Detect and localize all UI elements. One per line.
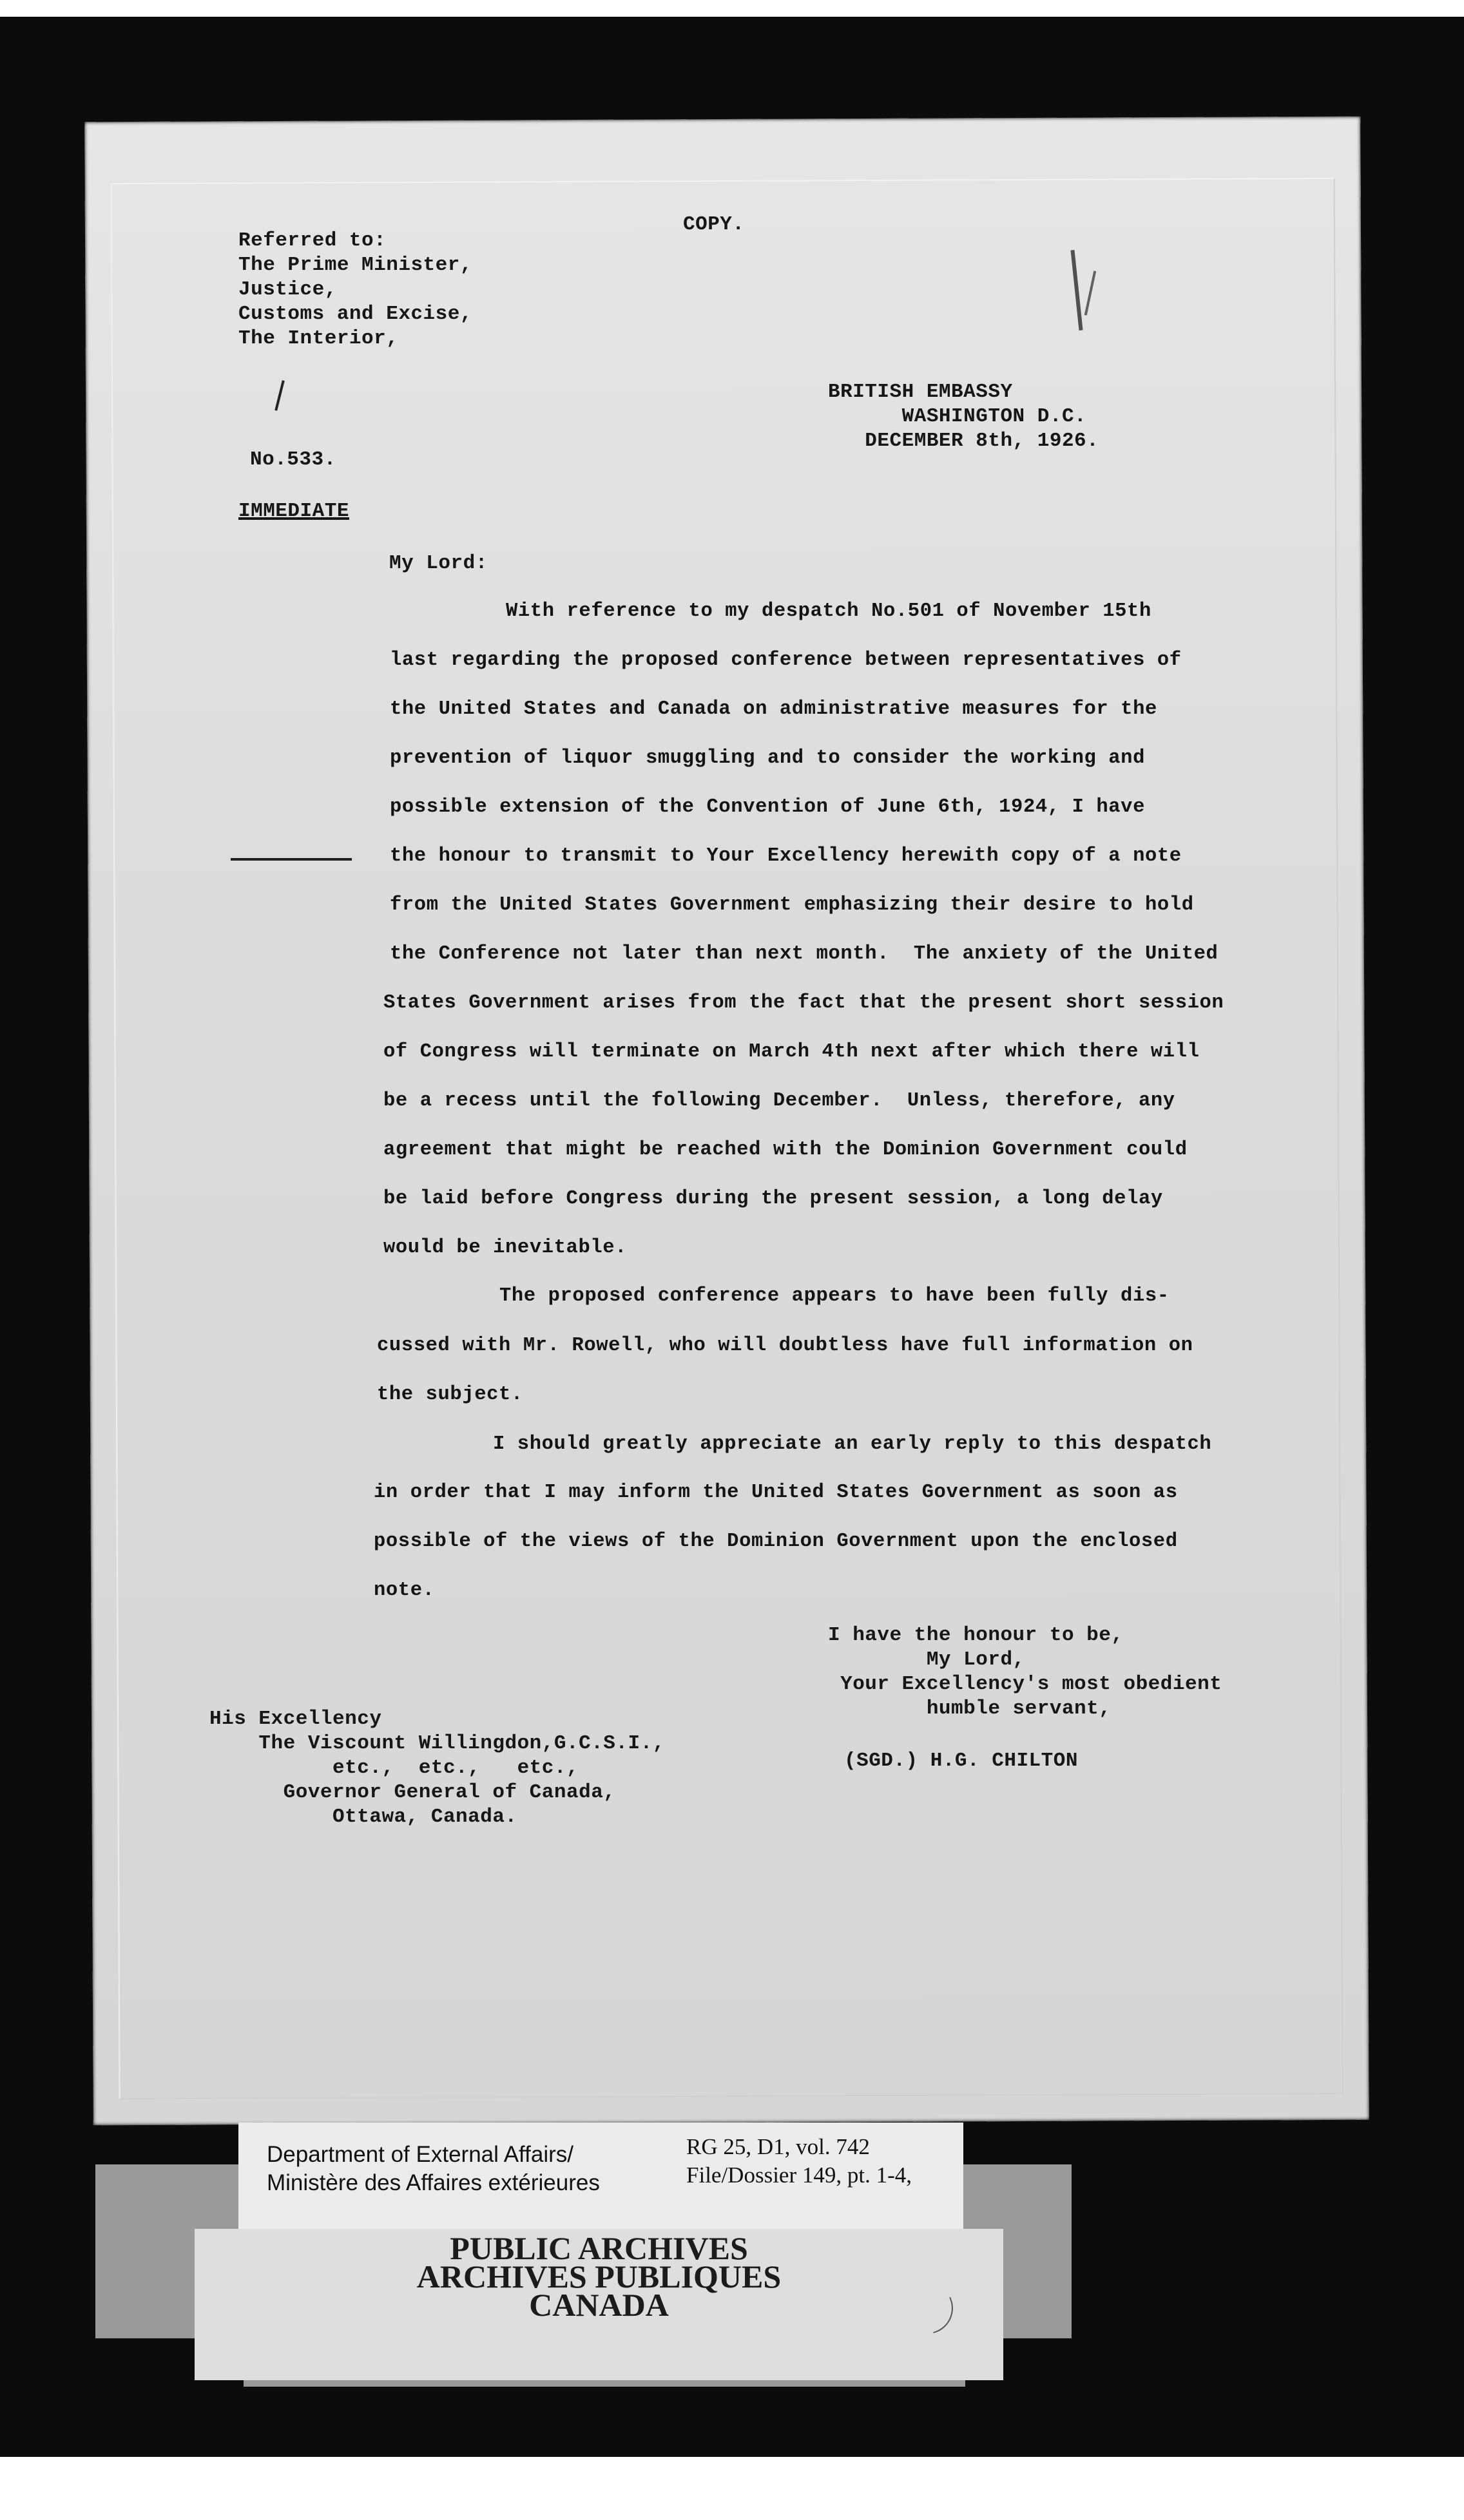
margin-rule: [231, 858, 352, 861]
body-line: I should greatly appreciate an early reply to this despatch: [493, 1433, 1212, 1455]
archive-reference-label: [238, 2123, 963, 2232]
embassy-address-date: BRITISH EMBASSY WASHINGTON D.C. DECEMBER 8th, 1926.: [828, 381, 1099, 452]
body-line: the subject.: [377, 1384, 523, 1406]
public-archives-stamp: [195, 2229, 1003, 2380]
body-line: in order that I may inform the United States Government as soon as: [374, 1482, 1178, 1503]
copy-label: COPY.: [683, 213, 745, 236]
body-line: With reference to my despatch No.501 of November 15th: [506, 600, 1151, 622]
body-line: The proposed conference appears to have been fully dis-: [499, 1285, 1170, 1307]
body-line: cussed with Mr. Rowell, who will doubtless have full information on: [377, 1335, 1193, 1357]
file-reference: RG 25, D1, vol. 742 File/Dossier 149, pt. 1-4,: [686, 2134, 912, 2188]
signature: (SGD.) H.G. CHILTON: [844, 1750, 1078, 1772]
urgency-heading: IMMEDIATE: [238, 500, 349, 522]
salutation: My Lord:: [389, 552, 488, 575]
body-line: from the United States Government emphasizing their desire to hold: [390, 894, 1194, 916]
body-line: last regarding the proposed conference between representatives of: [390, 649, 1182, 671]
body-line: the Conference not later than next month. The anxiety of the United: [390, 943, 1218, 965]
closing: I have the honour to be, My Lord, Your Excellency's most obedient humble servant,: [828, 1624, 1222, 1720]
body-line: the United States and Canada on administrative measures for the: [390, 698, 1157, 720]
addressee-block: His Excellency The Viscount Willingdon,G.C.S.I., etc., etc., etc., Governor General of Canada, Ottawa, Canada.: [209, 1708, 665, 1828]
referral-list: Referred to: The Prime Minister, Justice, Customs and Excise, The Interior,: [238, 229, 472, 350]
body-line: would be inevitable.: [383, 1237, 628, 1259]
despatch-number: No.533.: [250, 448, 336, 471]
body-line: be laid before Congress during the present session, a long delay: [383, 1188, 1163, 1210]
body-line: prevention of liquor smuggling and to consider the working and: [390, 747, 1145, 769]
body-line: the honour to transmit to Your Excellency herewith copy of a note: [390, 845, 1182, 867]
body-line: of Congress will terminate on March 4th next after which there will: [383, 1041, 1200, 1063]
department-name: Department of External Affairs/ Ministère des Affaires extérieures: [267, 2142, 600, 2195]
body-line: possible extension of the Convention of June 6th, 1924, I have: [390, 796, 1145, 818]
body-line: possible of the views of the Dominion Government upon the enclosed: [374, 1531, 1178, 1552]
body-line: States Government arises from the fact that the present short session: [383, 992, 1224, 1014]
stamp-text: PUBLIC ARCHIVES ARCHIVES PUBLIQUES CANADA: [416, 2230, 782, 2323]
body-line: agreement that might be reached with the Dominion Government could: [383, 1139, 1188, 1161]
body-line: note.: [374, 1580, 435, 1601]
body-line: be a recess until the following December. Unless, therefore, any: [383, 1090, 1175, 1112]
